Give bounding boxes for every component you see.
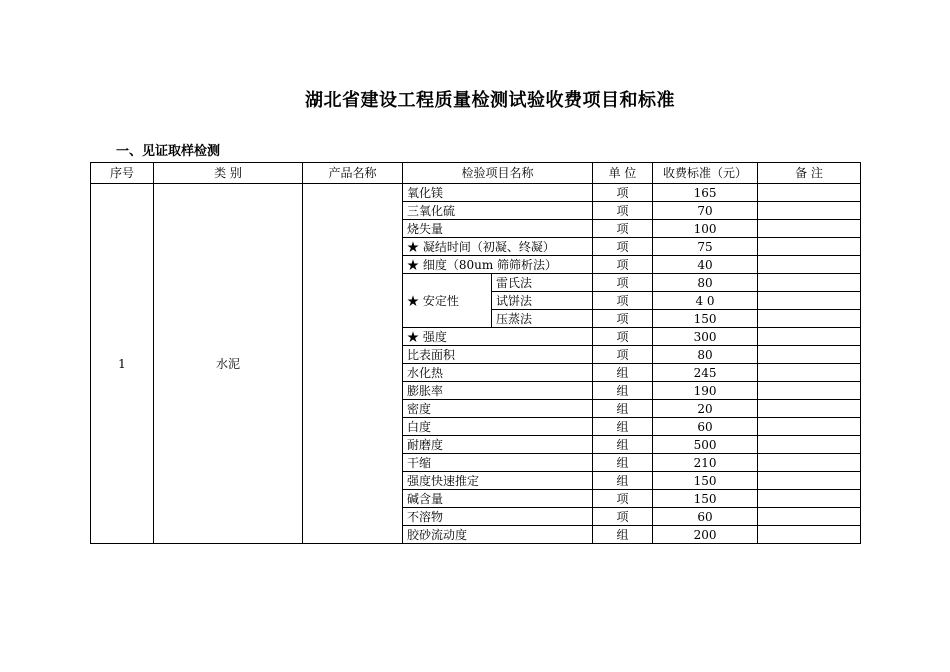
item-name: 氧化镁 [403,184,593,202]
item-name: ★ 凝结时间（初凝、终凝） [403,238,593,256]
item-unit: 项 [593,490,653,508]
item-remark [758,256,861,274]
item-name: ★ 细度（80um 筛筛析法） [403,256,593,274]
item-fee: 80 [653,346,758,364]
stability-method: 雷氏法 [492,274,593,292]
item-unit: 项 [593,220,653,238]
item-unit: 组 [593,472,653,490]
item-unit: 组 [593,526,653,544]
item-remark [758,508,861,526]
item-remark [758,346,861,364]
item-name: 密度 [403,400,593,418]
item-fee: 20 [653,400,758,418]
table-row [91,184,861,202]
item-unit: 项 [593,184,653,202]
group-product [303,184,403,544]
item-unit: 项 [593,292,653,310]
item-remark [758,328,861,346]
table-header-row [91,163,861,184]
item-fee: 40 [653,256,758,274]
item-fee: 100 [653,220,758,238]
item-unit: 项 [593,274,653,292]
stability-label: ★ 安定性 [403,274,492,328]
item-name: 三氧化硫 [403,202,593,220]
item-unit: 组 [593,400,653,418]
item-name: 不溶物 [403,508,593,526]
header-item: 检验项目名称 [403,163,593,184]
header-unit: 单 位 [593,163,653,184]
item-unit: 项 [593,256,653,274]
item-remark [758,292,861,310]
item-name: 水化热 [403,364,593,382]
item-fee: 60 [653,508,758,526]
item-unit: 组 [593,454,653,472]
item-fee: 75 [653,238,758,256]
item-remark [758,400,861,418]
item-remark [758,382,861,400]
item-name: 白度 [403,418,593,436]
item-name: 比表面积 [403,346,593,364]
item-remark [758,454,861,472]
item-unit: 项 [593,346,653,364]
item-fee: 500 [653,436,758,454]
header-product: 产品名称 [303,163,403,184]
item-remark [758,274,861,292]
item-fee: 300 [653,328,758,346]
item-fee: 150 [653,490,758,508]
item-remark [758,472,861,490]
item-unit: 项 [593,310,653,328]
item-unit: 组 [593,364,653,382]
stability-method: 试饼法 [492,292,593,310]
header-remark: 备 注 [758,163,861,184]
item-unit: 组 [593,418,653,436]
item-fee: 150 [653,310,758,328]
item-remark [758,418,861,436]
header-fee: 收费标准（元） [653,163,758,184]
item-name: ★ 强度 [403,328,593,346]
item-fee: 165 [653,184,758,202]
item-fee: 245 [653,364,758,382]
document-title: 湖北省建设工程质量检测试验收费项目和标准 [305,90,675,111]
item-fee: 4 0 [653,292,758,310]
item-fee: 210 [653,454,758,472]
item-name: 烧失量 [403,220,593,238]
item-remark [758,202,861,220]
stability-method: 压蒸法 [492,310,593,328]
item-remark [758,526,861,544]
item-fee: 190 [653,382,758,400]
item-name: 碱含量 [403,490,593,508]
item-unit: 项 [593,508,653,526]
item-remark [758,436,861,454]
group-category: 水泥 [154,184,303,544]
item-name: 干缩 [403,454,593,472]
item-unit: 项 [593,238,653,256]
item-unit: 项 [593,202,653,220]
group-seq: 1 [91,184,154,544]
item-remark [758,310,861,328]
item-fee: 200 [653,526,758,544]
item-unit: 组 [593,436,653,454]
item-remark [758,184,861,202]
item-remark [758,220,861,238]
item-fee: 60 [653,418,758,436]
item-remark [758,490,861,508]
item-fee: 70 [653,202,758,220]
item-name: 胶砂流动度 [403,526,593,544]
item-remark [758,238,861,256]
item-unit: 组 [593,382,653,400]
item-name: 耐磨度 [403,436,593,454]
header-category: 类 别 [154,163,303,184]
fee-table [90,162,861,544]
section-heading: 一、见证取样检测 [116,144,221,159]
item-remark [758,364,861,382]
item-unit: 项 [593,328,653,346]
item-name: 强度快速推定 [403,472,593,490]
item-fee: 150 [653,472,758,490]
header-seq: 序号 [91,163,154,184]
item-fee: 80 [653,274,758,292]
item-name: 膨胀率 [403,382,593,400]
